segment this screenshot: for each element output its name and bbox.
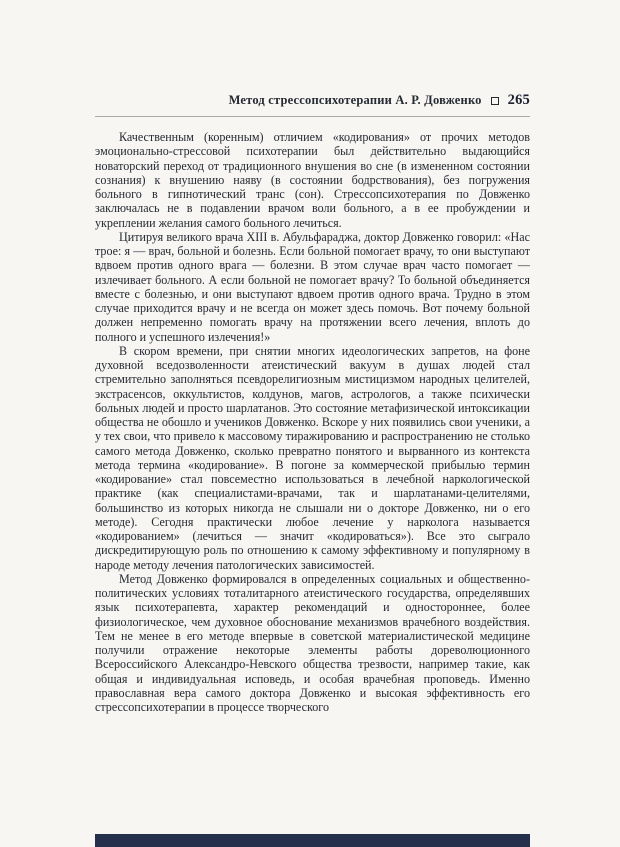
page-header (95, 92, 530, 109)
running-title: Метод стрессопсихотерапии А. Р. Довженко (228, 93, 482, 107)
paragraph-3: В скором времени, при снятии многих идеологических запретов, на фоне духовной вседозволенности атеистический вакуум в душах людей стал стремительно заполняться псевдорелигиозным мистицизмом народных целителей, экстрасенсов, оккультистов, колдунов, магов, астрологов, а также психически больных людей и просто шарлатанов. Это состояние метафизической интоксикации общества не обошло и учеников Довженко. Вскоре у них появились свои ученики, а у тех свои, что привело к массовому тиражированию и распространению не столько самого метода Довженко, сколько превратно понятого и вырванного из контекста метода термина «кодирование». В погоне за коммерческой прибылью термин «кодирование» стал повсеместно использоваться в лечебной наркологической практике (как специалистами-врачами, так и шарлатанами-целителями, большинство из которых никогда не слышали ни о докторе Довженко, ни о его методе). Сегодня практически любое лечение у нарколога называется «кодированием» (лечиться — значит «кодироваться»). Все это сыграло дискредитирующую роль по отношению к самому эффективному и популярному в народе методу лечения патологических зависимостей. (95, 343, 530, 572)
page-content (95, 0, 530, 714)
paragraph-2: Цитируя великого врача XIII в. Абульфараджа, доктор Довженко говорил: «Нас трое: я — врач, больной и болезнь. Если больной помогает врачу, то они выступают вдвоем против одного врага — болезни. В этом случае врач часто помогает — излечивает больного. А если больной не помогает врачу? То больной объединяется вместе с болезнью, и они выступают вдвоем против одного врача. Трудно в этом случае приходится врачу и не всегда он может здесь помочь. Вот почему больной должен непременно помогать врачу на протяжении всего лечения, вплоть до полного и успешного излечения!» (95, 229, 530, 344)
page-body (95, 130, 530, 714)
footer-bar (95, 834, 530, 847)
page-number: 265 (507, 92, 530, 108)
paragraph-1: Качественным (коренным) отличием «кодирования» от прочих методов эмоционально-стрессовой психотерапии был действительно выдающийся новаторский переход от традиционного внушения во сне (в измененном состоянии сознания) к внушению наяву (в состоянии бодрствования), без погружения больного в гипнотический транс (сон). Стрессопсихотерапия по Довженко заключалась не в подавлении врачом воли больного, а в ее пробуждении и укреплении желания самого больного лечиться. (95, 130, 530, 230)
open-square-icon (491, 97, 499, 105)
paragraph-4: Метод Довженко формировался в определенных социальных и общественно-политических условиях тоталитарного атеистического государства, определявших язык психотерапевта, характер рекомендаций и одностороннее, более физиологическое, чем духовное обоснование механизмов врачебного воздействия. Тем не менее в его методе впервые в советской материалистической медицине получили отражение некоторые элементы работы дореволюционного Всероссийского Александро-Невского общества трезвости, например такие, как общая и индивидуальная исповедь, и особая врачебная проповедь. Именно православная вера самого доктора Довженко и высокая эффективность его стрессопсихотерапии в процессе творческого (95, 571, 530, 714)
header-rule (95, 116, 530, 117)
